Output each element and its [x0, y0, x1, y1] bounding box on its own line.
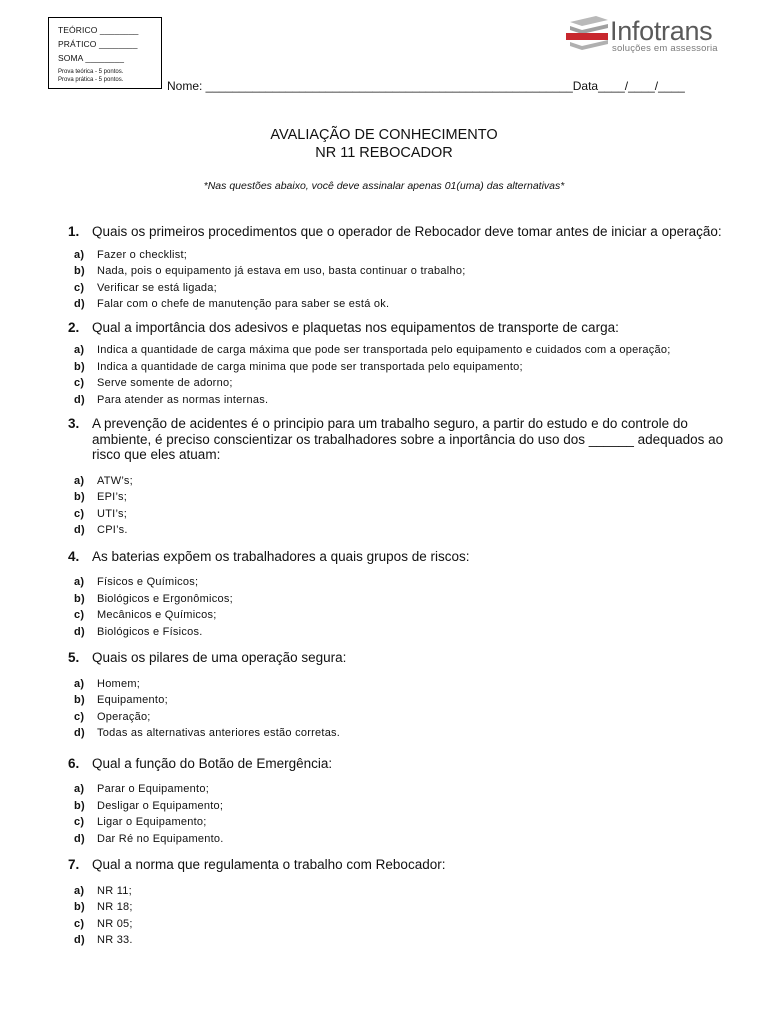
option-c[interactable]: [68, 916, 728, 933]
option-text: Biológicos e Ergonômicos;: [97, 592, 233, 605]
option-letter: b): [74, 799, 85, 812]
company-logo: [566, 14, 744, 56]
option-text: CPI’s.: [97, 524, 128, 536]
option-text: NR 11;: [97, 884, 132, 897]
option-text: Todas as alternativas anteriores estão corretas.: [97, 727, 341, 739]
option-b[interactable]: [68, 798, 728, 815]
option-letter: c): [74, 609, 85, 621]
question-number: 2.: [68, 319, 80, 335]
option-text: Parar o Equipamento;: [97, 783, 210, 795]
options-list: [68, 473, 728, 539]
option-letter: c): [74, 917, 85, 930]
option-letter: d): [74, 625, 85, 638]
option-a[interactable]: [68, 676, 728, 693]
option-text: Desligar o Equipamento;: [97, 799, 224, 812]
option-text: Homem;: [97, 677, 141, 690]
question-number: 6.: [68, 755, 80, 771]
option-text: Serve somente de adorno;: [97, 377, 233, 389]
option-a[interactable]: [68, 574, 728, 591]
option-text: NR 05;: [97, 917, 133, 930]
question-text: A prevenção de acidentes é o principio para um trabalho seguro, a partir do estudo e do controle do ambiente, é preciso conscientizar os trabalhadores sobre a inportância do uso dos ______ adequados ao risco que eles atuam:: [92, 416, 724, 462]
option-c[interactable]: [68, 506, 728, 523]
logo-tagline: soluções em assessoria: [612, 43, 718, 54]
options-list: [68, 781, 728, 847]
option-b[interactable]: [68, 692, 728, 709]
option-text: Operação;: [97, 710, 151, 723]
option-d[interactable]: [68, 392, 728, 409]
score-box: [48, 17, 162, 89]
score-teorico[interactable]: TEÓRICO ________: [58, 25, 139, 35]
option-letter: d): [74, 524, 85, 536]
option-c[interactable]: [68, 280, 728, 297]
question-number: 1.: [68, 224, 80, 239]
option-letter: a): [74, 248, 85, 261]
page-subtitle: NR 11 REBOCADOR: [315, 145, 453, 161]
option-letter: d): [74, 934, 85, 946]
option-b[interactable]: [68, 591, 728, 608]
option-letter: b): [74, 592, 85, 605]
question-text: Quais os primeiros procedimentos que o operador de Rebocador deve tomar antes de iniciar a operação:: [92, 224, 722, 239]
option-a[interactable]: [68, 473, 728, 490]
question-number: 7.: [68, 857, 80, 872]
option-c[interactable]: [68, 375, 728, 392]
option-text: ATW’s;: [97, 474, 133, 487]
score-pratico[interactable]: PRÁTICO ________: [58, 39, 138, 49]
question-number: 3.: [68, 416, 80, 431]
options-list: [68, 883, 728, 949]
option-letter: a): [74, 344, 85, 356]
options-list: [68, 342, 728, 408]
option-c[interactable]: [68, 814, 728, 831]
option-letter: b): [74, 491, 85, 503]
option-letter: c): [74, 377, 85, 389]
option-d[interactable]: [68, 725, 728, 742]
name-date-field[interactable]: Nome: _______________________________________________________Data____/____/____: [167, 79, 685, 93]
option-letter: a): [74, 474, 85, 487]
logo-name: Infotrans: [610, 16, 713, 46]
option-text: Dar Ré no Equipamento.: [97, 832, 224, 845]
option-text: Indica a quantidade de carga máxima que pode ser transportada pelo equipamento e cuidados com a operação;: [97, 344, 671, 356]
option-text: Falar com o chefe de manutenção para saber se está ok.: [97, 298, 390, 310]
question-4: [68, 549, 728, 641]
option-letter: a): [74, 884, 85, 897]
option-text: Verificar se está ligada;: [97, 281, 217, 294]
option-letter: a): [74, 783, 85, 795]
option-d[interactable]: [68, 296, 728, 313]
question-text: Qual a norma que regulamenta o trabalho com Rebocador:: [92, 857, 446, 872]
score-soma[interactable]: SOMA ________: [58, 53, 125, 63]
question-3: [68, 416, 728, 539]
option-text: Indica a quantidade de carga minima que pode ser transportada pelo equipamento;: [97, 360, 523, 373]
questions-list: [68, 224, 728, 949]
option-letter: a): [74, 677, 85, 690]
option-letter: a): [74, 576, 85, 588]
option-b[interactable]: [68, 359, 728, 376]
instruction-text: *Nas questões abaixo, você deve assinalar apenas 01(uma) das alternativas*: [203, 180, 565, 192]
option-letter: c): [74, 816, 85, 828]
question-text: Quais os pilares de uma operação segura:: [92, 650, 347, 665]
option-text: Para atender as normas internas.: [97, 393, 269, 406]
option-d[interactable]: [68, 932, 728, 949]
option-a[interactable]: [68, 247, 728, 264]
option-text: Ligar o Equipamento;: [97, 816, 207, 828]
option-d[interactable]: [68, 624, 728, 641]
option-letter: d): [74, 393, 85, 406]
option-b[interactable]: [68, 489, 728, 506]
question-text: As baterias expõem os trabalhadores a quais grupos de riscos:: [92, 548, 470, 564]
option-c[interactable]: [68, 709, 728, 726]
option-text: Fazer o checklist;: [97, 248, 188, 261]
score-note-teorica: Prova teórica - 5 pontos.: [58, 69, 124, 75]
option-text: Biológicos e Físicos.: [97, 625, 203, 638]
options-list: [68, 676, 728, 742]
option-b[interactable]: [68, 899, 728, 916]
option-a[interactable]: [68, 781, 728, 798]
question-number: 5.: [68, 650, 80, 665]
option-text: Nada, pois o equipamento já estava em uso, basta continuar o trabalho;: [97, 265, 466, 277]
option-letter: c): [74, 507, 85, 520]
option-text: EPI’s;: [97, 491, 128, 503]
score-note-pratica: Prova prática - 5 pontos.: [58, 76, 124, 83]
logo-mark-icon: [566, 16, 610, 52]
question-text: Qual a função do Botão de Emergência:: [92, 755, 333, 771]
question-5: [68, 650, 728, 742]
option-text: Equipamento;: [97, 694, 168, 706]
option-d[interactable]: [68, 831, 728, 848]
question-text: Qual a importância dos adesivos e plaquetas nos equipamentos de transporte de carga:: [92, 319, 619, 335]
question-7: [68, 857, 728, 949]
options-list: [68, 247, 728, 313]
option-letter: d): [74, 298, 85, 310]
option-text: Físicos e Químicos;: [97, 576, 199, 588]
option-letter: d): [74, 727, 85, 739]
option-letter: b): [74, 360, 85, 373]
option-letter: c): [74, 281, 85, 294]
option-letter: c): [74, 710, 85, 723]
option-b[interactable]: [68, 263, 728, 280]
page-title: AVALIAÇÃO DE CONHECIMENTO: [270, 127, 498, 143]
option-letter: b): [74, 265, 85, 277]
option-d[interactable]: [68, 522, 728, 539]
option-a[interactable]: [68, 883, 728, 900]
option-letter: d): [74, 832, 85, 845]
question-1: [68, 224, 728, 313]
question-6: [68, 756, 728, 848]
option-letter: b): [74, 901, 85, 913]
question-2: [68, 320, 728, 409]
option-a[interactable]: [68, 342, 728, 359]
option-text: Mecânicos e Químicos;: [97, 609, 217, 621]
option-text: UTI’s;: [97, 507, 128, 520]
option-text: NR 18;: [97, 901, 133, 913]
question-number: 4.: [68, 548, 80, 564]
option-text: NR 33.: [97, 934, 133, 946]
options-list: [68, 574, 728, 640]
option-c[interactable]: [68, 607, 728, 624]
option-letter: b): [74, 694, 85, 706]
